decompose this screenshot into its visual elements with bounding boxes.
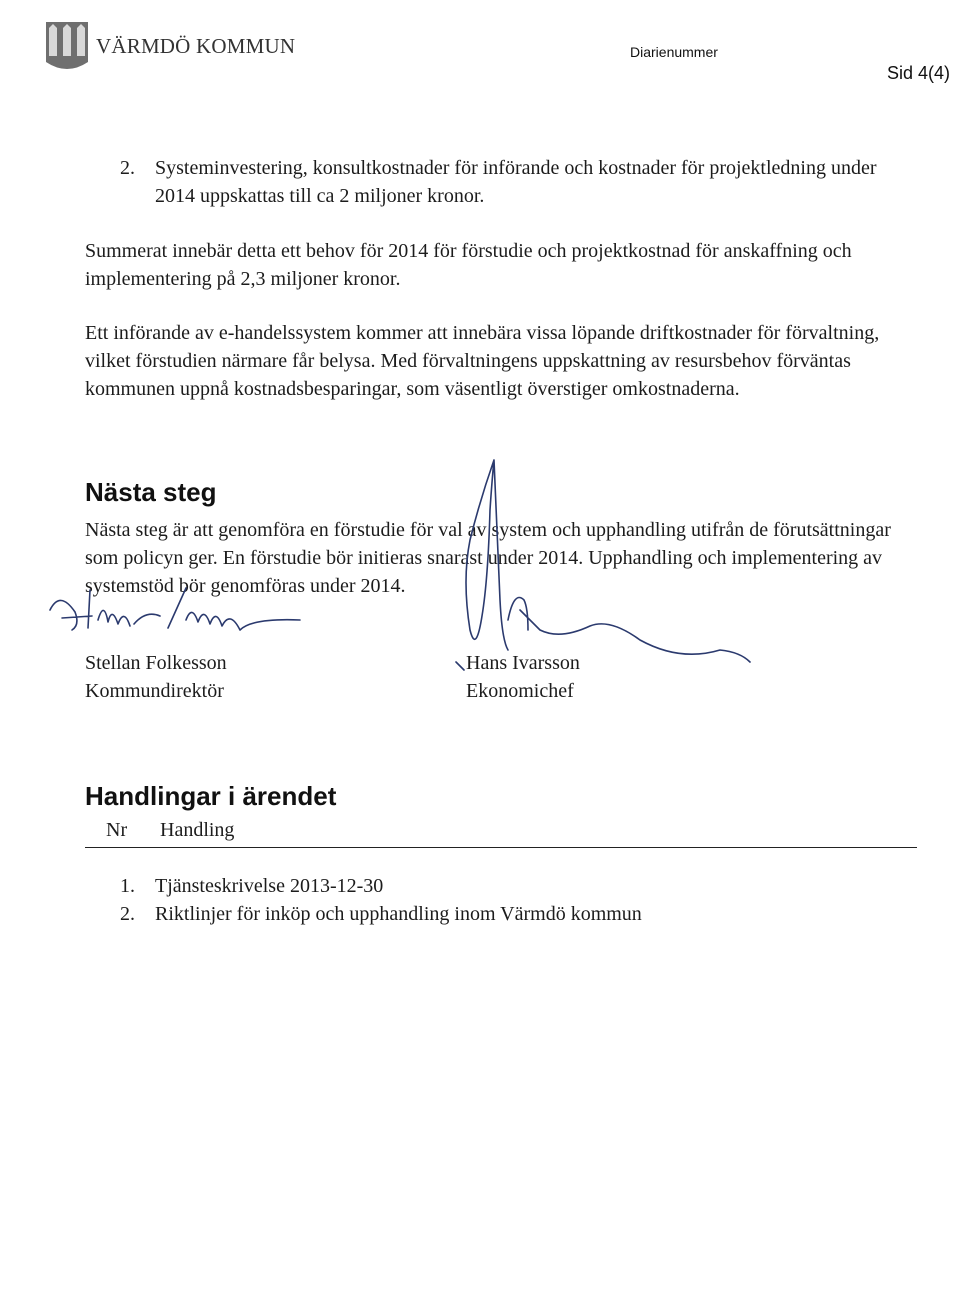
document-title: Riktlinjer för inköp och upphandling inom Värmdö kommun (155, 903, 642, 925)
operating-costs-paragraph: Ett införande av e-handelssystem kommer att innebära vissa löpande driftkostnader för förvaltning, vilket förstudien närmare får belysa. Med förvaltningens uppskattning av resursbehov förväntas kommunen uppnå kostnadsbesparingar, som väsentligt överstiger omkostnaderna. (85, 322, 880, 400)
table-divider (85, 847, 917, 848)
list-item-text: Systeminvestering, konsultkostnader för införande och kostnader för projektledning under 2014 uppskattas till ca 2 miljoner kronor. (155, 157, 877, 207)
list-item-number: 2. (120, 157, 135, 179)
signatory-right (466, 649, 580, 705)
next-steps-paragraph: Nästa steg är att genomföra en förstudie för val av system och upphandling utifrån de förutsättningar som policyn ger. En förstudie bör initieras snarast under 2014. Upphandling och implementering av systemstöd bör genomföras under 2014. (85, 519, 891, 597)
column-header-handling: Handling (160, 819, 235, 841)
document-number: 1. (120, 875, 135, 897)
signatory-left (85, 649, 227, 705)
documents-heading: Handlingar i ärendet (85, 781, 337, 811)
next-steps-heading: Nästa steg (85, 477, 217, 507)
summary-paragraph: Summerat innebär detta ett behov för 2014 för förstudie och projektkostnad för anskaffning och implementering på 2,3 miljoner kronor. (85, 240, 852, 290)
column-header-nr: Nr (106, 819, 128, 841)
page-number: Sid 4(4) (887, 63, 951, 83)
signatory-title: Ekonomichef (466, 680, 574, 702)
document-number: 2. (120, 903, 135, 925)
signatory-title: Kommundirektör (85, 680, 224, 702)
municipality-logo-icon (46, 22, 88, 72)
document-title: Tjänsteskrivelse 2013-12-30 (155, 875, 384, 897)
diarienummer-label: Diarienummer (630, 44, 718, 60)
org-name: VÄRMDÖ KOMMUN (96, 34, 296, 58)
signatory-name: Stellan Folkesson (85, 652, 227, 674)
signatory-name: Hans Ivarsson (466, 652, 580, 674)
